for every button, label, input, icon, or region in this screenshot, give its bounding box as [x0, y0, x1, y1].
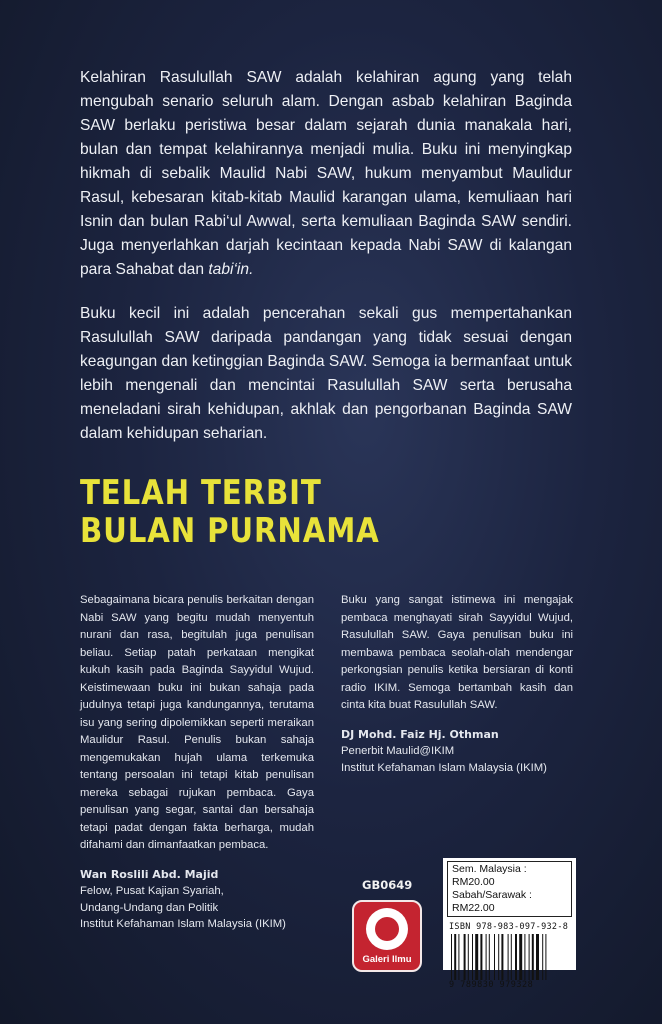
barcode-bar: [542, 934, 543, 980]
book-title: [80, 474, 380, 550]
barcode-bar: [475, 934, 478, 980]
review-right: [341, 592, 573, 776]
reviewer-role: Institut Kefahaman Islam Malaysia (IKIM): [80, 918, 286, 930]
barcode-bar: [472, 934, 473, 980]
barcode-bar: [545, 934, 546, 980]
review-left-signature: [80, 867, 314, 933]
barcode-bar: [524, 934, 525, 980]
publisher-logo-label: Galeri Ilmu: [362, 954, 412, 965]
title-line-2: BULAN PURNAMA: [80, 511, 380, 551]
review-right-signature: [341, 727, 573, 777]
barcode-bar: [480, 934, 482, 980]
logo-ring-icon: [366, 908, 408, 950]
intro-text: [80, 66, 572, 466]
publisher-logo: [352, 900, 422, 972]
barcode-bar: [508, 934, 509, 980]
price-line: Sem. Malaysia : RM20.00: [452, 863, 527, 888]
intro-paragraph-2: Buku kecil ini adalah pencerahan sekali gus mempertahankan Rasulullah SAW daripada pandangan yang tidak sesuai dengan keagungan dan ketinggian Baginda SAW. Semoga ia bermanfaat untuk lebih mengenali dan mencintai Rasulullah SAW serta berusaha meneladani sirah kehidupan, akhlak dan pengorbanan Baginda SAW dalam kehidupan seharian.: [80, 305, 572, 442]
barcode-number: 9 789830 979328: [449, 980, 534, 990]
reviewer-name: Wan Roslili Abd. Majid: [80, 867, 219, 881]
reviewer-role: Penerbit Maulid@IKIM: [341, 745, 455, 757]
price-barcode-box: [443, 858, 576, 990]
reviewer-role: Institut Kefahaman Islam Malaysia (IKIM): [341, 761, 547, 774]
review-left-text: Sebagaimana bicara penulis berkaitan dengan Nabi SAW yang begitu mudah menyentuh nurani dan rasa, begitulah juga penulisan beliau. Setiap patah perkataan mengikat kukuh kasih pada Baginda Sayyidul Wujud. Keistimewaan buku ini bukan sahaja pada judulnya tetapi juga kandungannya, terutama isu yang sering dipolemikkan seperti meraikan Maulidur Rasul. Penulis bukan sahaja mengemukakan hujah ulama terkemuka tentang persoalan ini tetapi kitab penulisan mereka sebagai rujukan pembaca. Gaya penulisan yang segar, santai dan bersahaja tetapi padat dengan fakta berharga, mudah difahami dan dimanfaatkan pembaca.: [80, 594, 314, 851]
barcode-bar: [501, 934, 503, 980]
barcode-bar: [458, 934, 459, 980]
price-line: Sabah/Sarawak : RM22.00: [452, 889, 532, 914]
reviewer-role: Felow, Pusat Kajian Syariah,: [80, 885, 224, 897]
barcode-bar: [498, 934, 499, 980]
isbn-label: ISBN 978-983-097-932-8: [449, 922, 569, 932]
review-right-text: Buku yang sangat istimewa ini mengajak pembaca menghayati sirah Sayyidul Wujud, Rasulullah SAW. Gaya penulisan buku ini membawa pembaca seolah-olah mendengar perkongsian penulis ketika bersiaran di konti radio IKIM. Semoga bertambah kasih dan cinta kita buat Rasulullah SAW.: [341, 594, 573, 711]
intro-paragraph-1: Kelahiran Rasulullah SAW adalah kelahiran agung yang telah mengubah senario seluruh alam. Dengan asbab kelahiran Baginda SAW berlaku peristiwa besar dalam sejarah dunia manakala hari, bulan dan tempat kelahirannya menjadi mulia. Buku ini menyingkap hikmah di sebalik Maulid Nabi SAW, hukum menyambut Maulidur Rasul, kebesaran kitab-kitab Maulid karangan ulama, kemuliaan hari Isnin dan bulan Rabi‘ul Awwal, serta kemuliaan Baginda SAW sendiri. Juga menyerlahkan darjah kecintaan kepada Nabi SAW di kalangan para Sahabat dan tabi‘in.: [80, 69, 572, 278]
barcode-bar: [515, 934, 517, 980]
product-code: GB0649: [362, 878, 413, 892]
title-line-1: TELAH TERBIT: [80, 473, 322, 513]
barcode-bar: [529, 934, 530, 980]
barcode-bar: [536, 934, 539, 980]
reviewer-name: DJ Mohd. Faiz Hj. Othman: [341, 727, 499, 741]
barcode-icon: [449, 934, 570, 980]
price-label: [447, 861, 572, 917]
barcode-bar: [464, 934, 466, 980]
barcode-bar: [468, 934, 469, 980]
barcode-bar: [489, 934, 490, 980]
barcode-bar: [519, 934, 522, 980]
barcode-bar: [451, 934, 452, 980]
review-left: [80, 592, 314, 933]
barcode-bar: [532, 934, 534, 980]
reviewer-role: Undang-Undang dan Politik: [80, 901, 219, 914]
barcode-bar: [454, 934, 456, 980]
barcode-bar: [511, 934, 512, 980]
barcode-bar: [494, 934, 495, 980]
barcode-bar: [486, 934, 487, 980]
